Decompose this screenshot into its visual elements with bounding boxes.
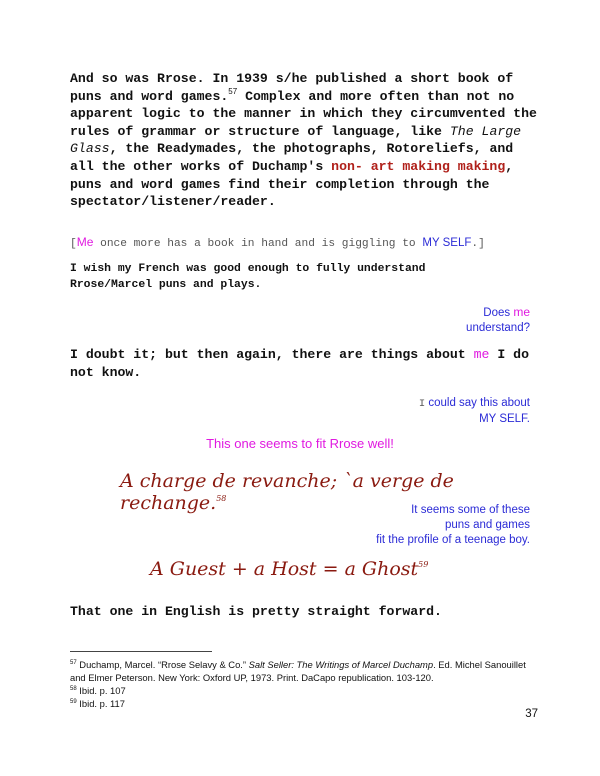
aside-middle: once more has a book in hand and is giggling to [93, 238, 423, 250]
footnote-num: 59 [70, 699, 77, 705]
fit-rrose-line: This one seems to fit Rrose well! [206, 436, 394, 451]
footnote-ref-58: 58 [216, 494, 227, 503]
does-me-me: me [513, 305, 530, 319]
footnote-post: . Ed. Michel Sanouillet and Elmer Peterson. New York: Oxford UP, 1973. Print. DaCapo republication. 103-120. [70, 659, 526, 683]
doubt-paragraph [70, 346, 540, 381]
aside-could-say [310, 394, 530, 427]
could-say-rest: could say this about [425, 397, 530, 409]
could-say-line2: MY SELF. [479, 413, 530, 425]
teenage-line2: puns and games [444, 519, 530, 531]
pun-revanche-text: A charge de revanche; `a verge de rechange. [120, 470, 454, 514]
footnote-ref-57: 57 [228, 86, 238, 96]
bracket-close: .] [471, 238, 485, 250]
pun-ghost-text: A Guest + a Host = a Ghost [150, 558, 419, 580]
bracket-open: [ [70, 238, 77, 250]
footnote-ref-59: 59 [418, 560, 429, 569]
large-glass-title: The Large Glass [70, 123, 522, 157]
does-text: Does [483, 307, 514, 319]
main-paragraph-part1: And so was Rrose. In 1939 s/he published a short book of puns and word games. [70, 71, 514, 104]
aside-does-me [330, 305, 530, 336]
aside-teenage [310, 503, 530, 548]
does-me-line2: understand? [466, 322, 530, 334]
aside-myself: MY SELF [422, 237, 472, 249]
footnote-57 [70, 658, 540, 684]
non-art-highlight: non- art making making [331, 158, 506, 174]
main-paragraph-part3: , the Readymades, the photographs, Rotoreliefs, and all the other works of Duchamp's [70, 141, 514, 174]
main-paragraph-part4: , puns and word games find their completion through the spectator/listener/reader. [70, 158, 514, 210]
aside-me: Me [76, 235, 94, 249]
footnote-pre: Ibid. p. 107 [76, 685, 126, 696]
footnotes [70, 658, 540, 710]
does-me-line1 [330, 305, 530, 321]
pun-ghost [150, 558, 470, 580]
doubt-part1: I doubt it; but then again, there are things about [70, 347, 474, 362]
doubt-part2: I do not know. [70, 347, 530, 380]
footnote-59 [70, 697, 540, 710]
footnote-num: 57 [70, 660, 77, 666]
footnote-ital: Salt Seller: The Writings of Marcel Duchamp [248, 659, 434, 670]
teenage-line1: It seems some of these [411, 504, 530, 516]
aside-bracket [70, 234, 550, 252]
french-paragraph: I wish my French was good enough to fully understand Rrose/Marcel puns and plays. [70, 263, 426, 291]
main-paragraph [70, 70, 540, 211]
page-number: 37 [525, 708, 538, 720]
footnote-num: 58 [70, 686, 77, 692]
footnote-58 [70, 684, 540, 697]
teenage-line3: fit the profile of a teenage boy. [376, 534, 530, 546]
footnote-pre: Duchamp, Marcel. “Rrose Selavy & Co.” [76, 659, 249, 670]
could-say-line1 [310, 394, 530, 412]
english-line: That one in English is pretty straight forward. [70, 604, 442, 619]
could-say-i: I [418, 398, 426, 410]
main-paragraph-part2: Complex and more often than not no apparent logic to the manner in which they circumvented the rules of grammar or structure of language, like [70, 88, 537, 139]
footnote-divider [70, 651, 212, 652]
footnote-pre: Ibid. p. 117 [76, 698, 125, 709]
doubt-me: me [473, 347, 490, 362]
